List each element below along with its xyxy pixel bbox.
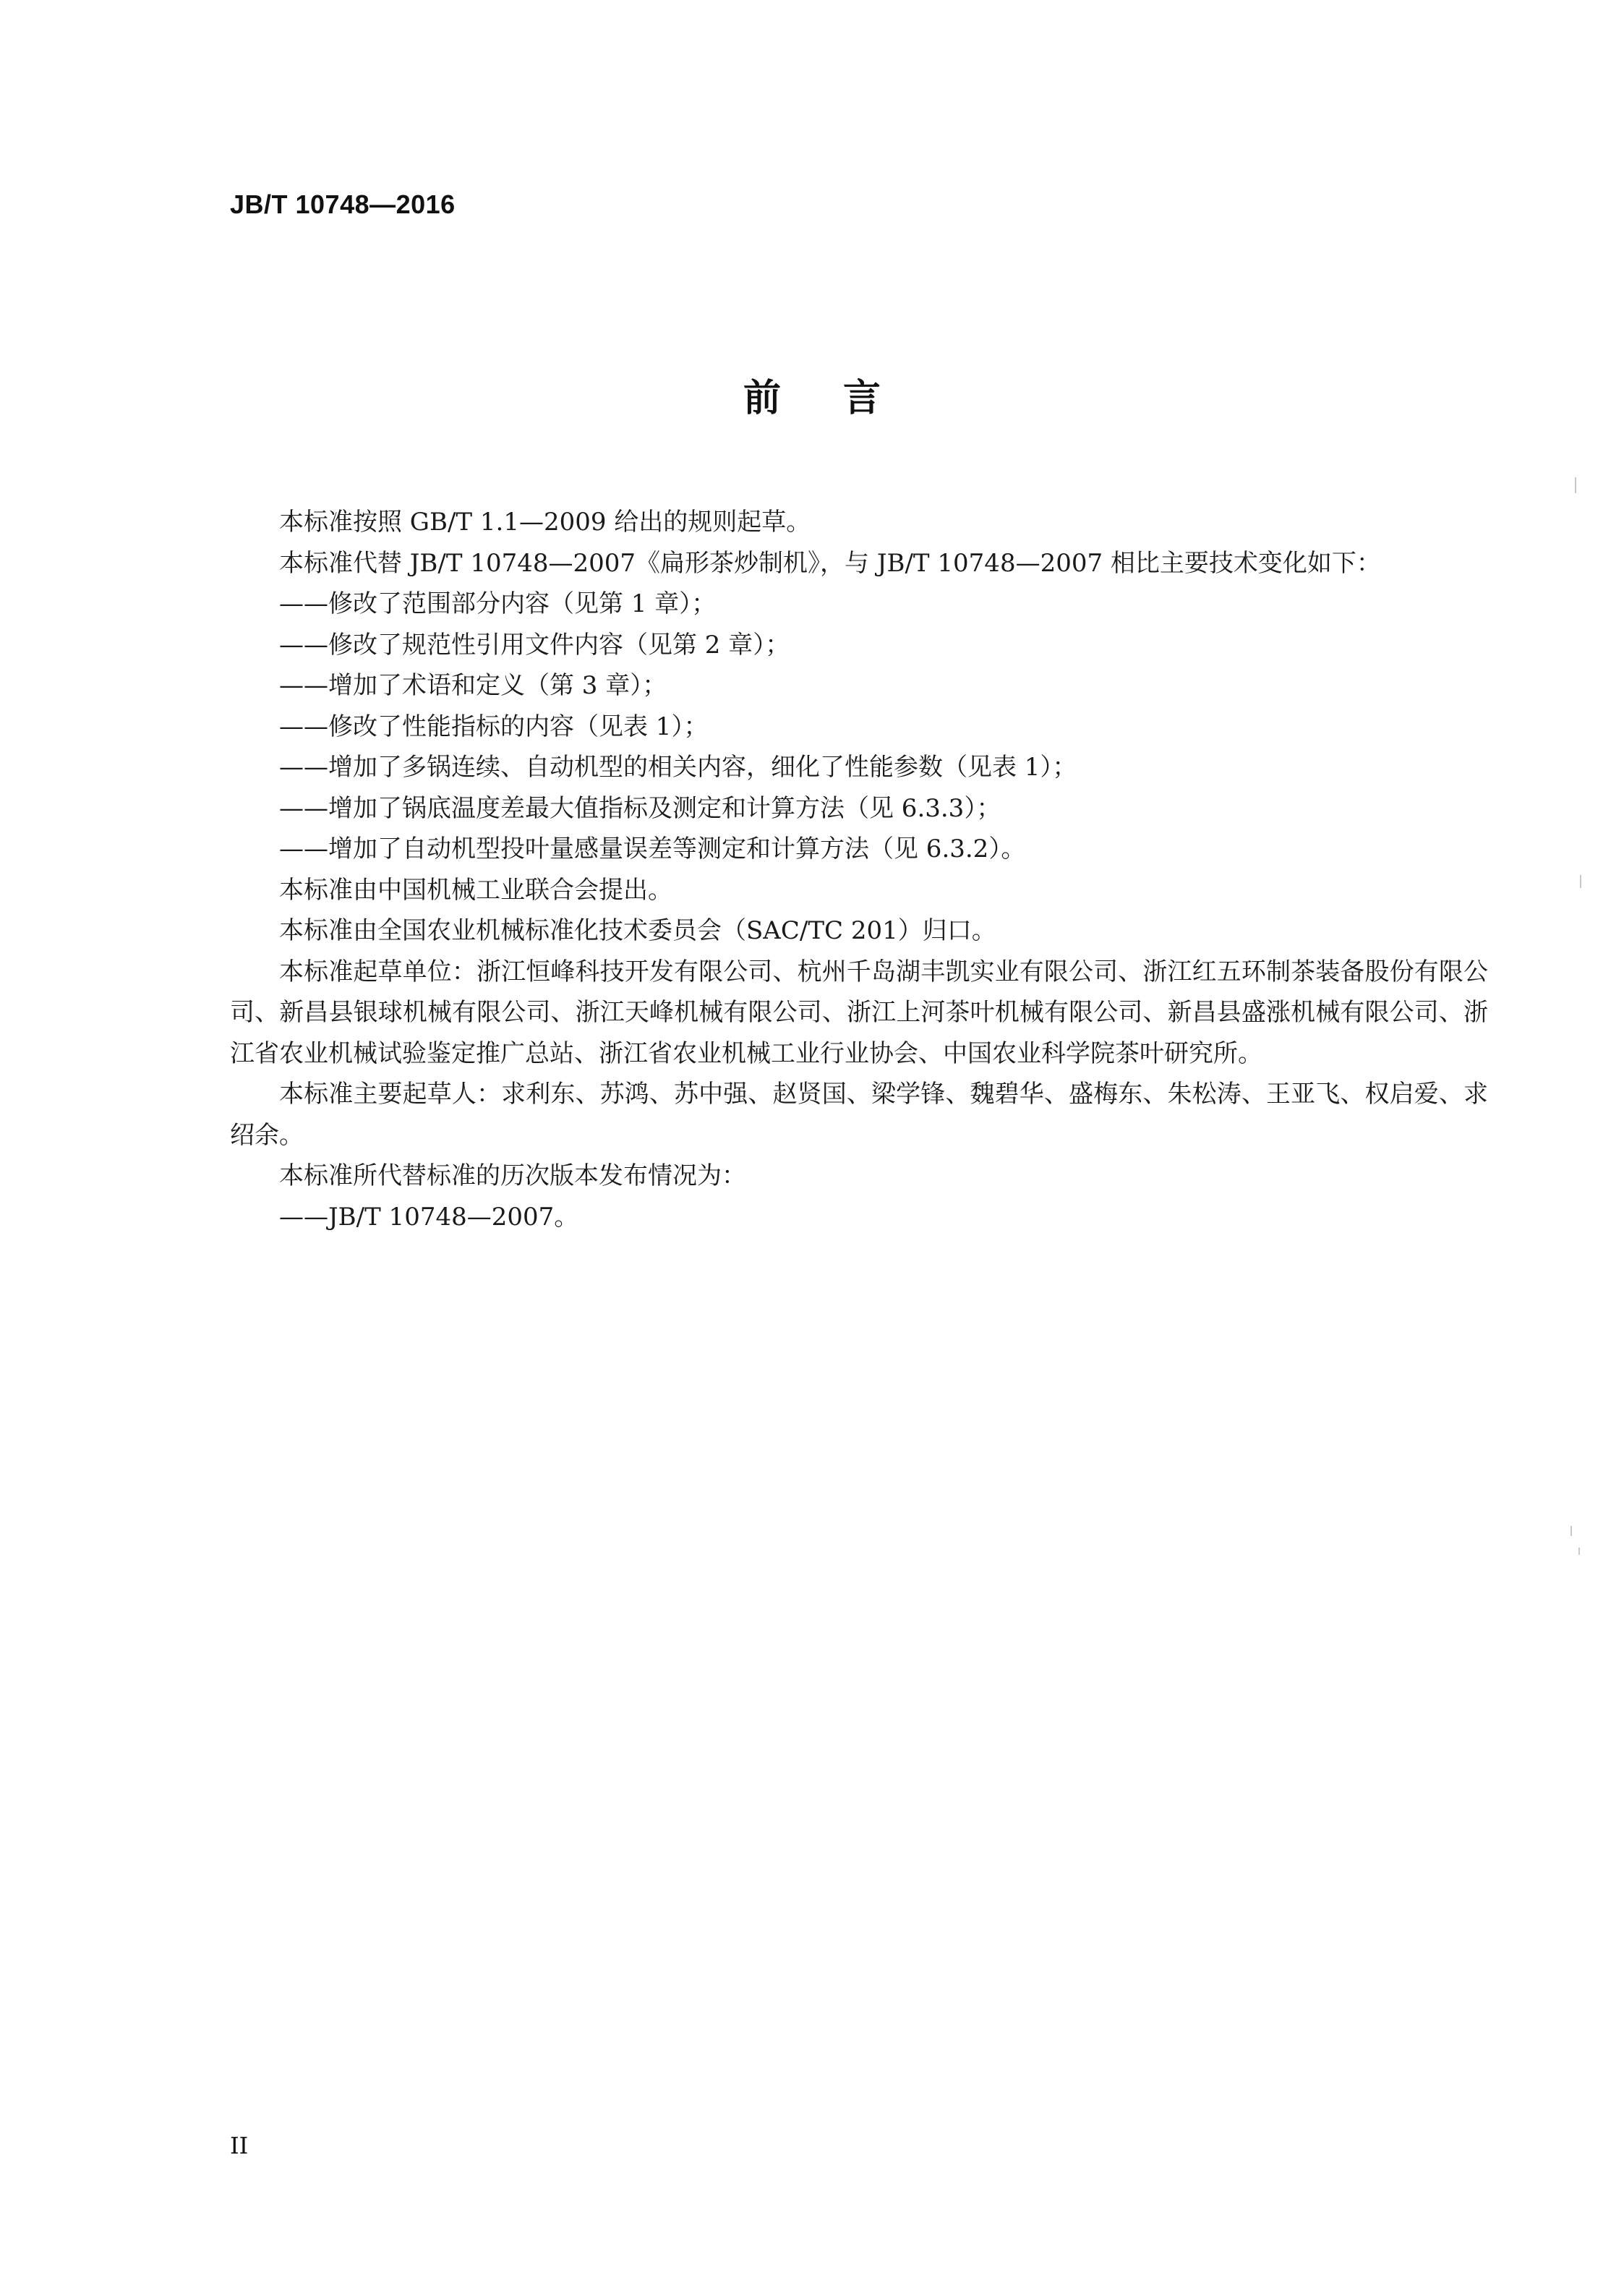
change-item: ——增加了自动机型投叶量感量误差等测定和计算方法（见 6.3.2）。 (279, 835, 1026, 863)
scan-speck (1580, 875, 1581, 888)
page-number: II (230, 2132, 249, 2159)
change-item: ——修改了性能指标的内容（见表 1）； (279, 712, 709, 741)
change-item: ——修改了规范性引用文件内容（见第 2 章）； (279, 630, 790, 660)
paragraph-history-intro: 本标准所代替标准的历次版本发布情况为： (279, 1161, 746, 1190)
paragraph-drafting-units: 本标准起草单位：浙江恒峰科技开发有限公司、杭州千岛湖丰凯实业有限公司、浙江红五环制茶装备股份有限公司、新昌县银球机械有限公司、浙江天峰机械有限公司、浙江上河茶叶机械有限公司、新昌县盛涨机械有限公司、浙江省农业机械试验鉴定推广总站、浙江省农业机械工业行业协会、中国农业科学院茶叶研究所。 (230, 957, 1488, 1068)
foreword-body (230, 502, 1488, 1237)
paragraph-drafting-rules: 本标准按照 GB/T 1.1—2009 给出的规则起草。 (279, 508, 811, 537)
standard-number-header: JB/T 10748—2016 (230, 189, 456, 219)
scan-speck (1575, 477, 1576, 493)
paragraph-drafters: 本标准主要起草人：求利东、苏鸿、苏中强、赵贤国、梁学锋、魏碧华、盛梅东、朱松涛、王亚飞、权启爱、求绍余。 (230, 1080, 1488, 1150)
change-item: ——增加了多锅连续、自动机型的相关内容，细化了性能参数（见表 1）； (279, 753, 1077, 782)
paragraph-committee: 本标准由全国农业机械标准化技术委员会（SAC/TC 201）归口。 (279, 916, 996, 945)
change-item: ——增加了锅底温度差最大值指标及测定和计算方法（见 6.3.3）； (279, 793, 1001, 823)
paragraph-proposer: 本标准由中国机械工业联合会提出。 (279, 875, 672, 905)
change-item: ——增加了术语和定义（第 3 章）； (279, 671, 667, 700)
history-item: ——JB/T 10748—2007。 (279, 1202, 579, 1232)
page-title: 前言 (743, 377, 943, 420)
change-item: ——修改了范围部分内容（见第 1 章）； (279, 589, 717, 618)
scan-speck (1578, 1548, 1580, 1555)
scan-speck (1570, 1526, 1572, 1536)
paragraph-replacement: 本标准代替 JB/T 10748—2007《扁形茶炒制机》，与 JB/T 10748—2007 相比主要技术变化如下： (279, 548, 1381, 578)
